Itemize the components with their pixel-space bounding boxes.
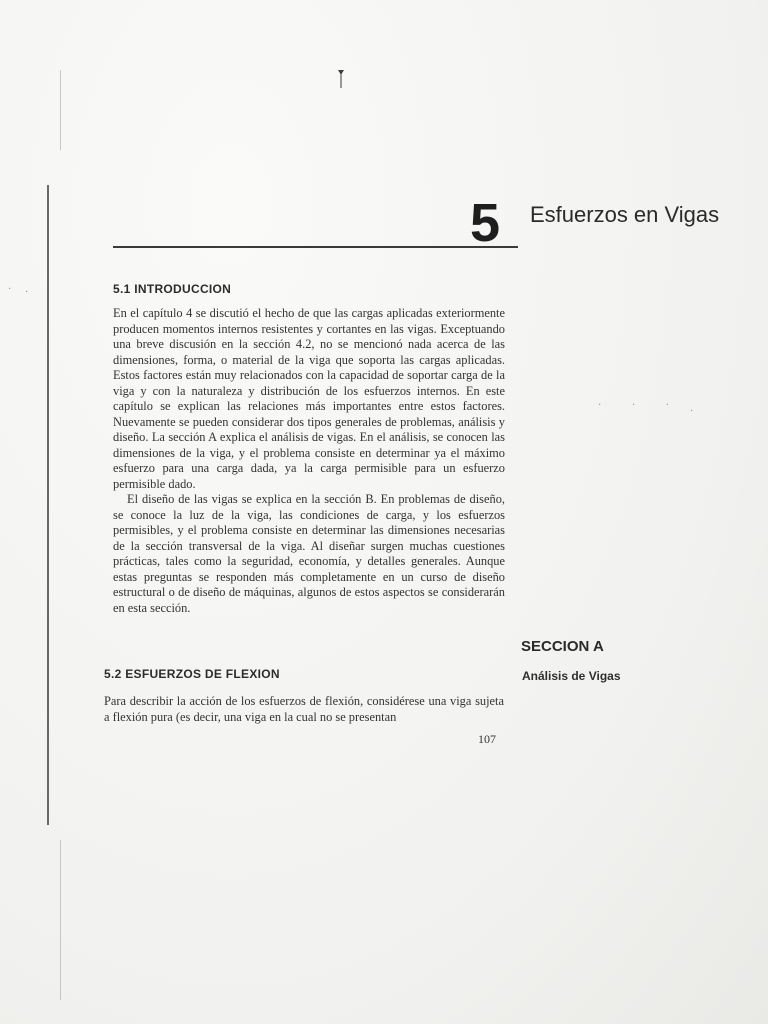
- section-body-esfuerzos-flexion: [104, 694, 504, 725]
- section-heading-introduccion: 5.1 INTRODUCCION: [113, 282, 232, 296]
- paragraph: En el capítulo 4 se discutió el hecho de que las cargas aplicadas exteriormente producen momentos internos resistentes y cortantes en las vigas. Exceptuando una breve discusión en la sección 4.2, no se mencionó nada acerca de las dimensiones, forma, o material de la viga que soporta las cargas aplicadas. Estos factores están muy relacionados con la capacidad de soportar carga de la viga y con la naturaleza y distribución de los esfuerzos internos. En este capítulo se explican las relaciones más importantes entre estos factores. Nuevamente se pueden considerar dos tipos generales de problemas, análisis y diseño. La sección A explica el análisis de vigas. En el análisis, se conocen las dimensiones de la viga, y el problema consiste en determinar ya el máximo esfuerzo para una carga dada, ya la carga permisible para un esfuerzo permisible dado.: [113, 306, 505, 491]
- scan-artifact-mark: [338, 70, 344, 88]
- scan-noise-dots: · · ·: [598, 400, 683, 411]
- paragraph: Para describir la acción de los esfuerzos de flexión, considérese una viga sujeta a flexión pura (es decir, una viga en la cual no se presentan: [104, 694, 504, 724]
- binding-edge-line: [47, 185, 49, 825]
- page-number: 107: [478, 732, 496, 746]
- chapter-rule: [113, 246, 518, 248]
- paragraph: El diseño de las vigas se explica en la sección B. En problemas de diseño, se conoce la luz de la viga, las condiciones de carga, y los esfuerzos permisibles, y el problema consiste en determinar las dimensiones necesarias de la sección transversal de la viga. Al diseñar surgen muchas cuestiones prácticas, tales como la seguridad, economía, y detalles generales. Aunque estas preguntas se responden más completamente en un curso de diseño estructural o de diseño de máquinas, algunos de estos aspectos se considerarán en esta sección.: [113, 492, 505, 615]
- section-heading-esfuerzos-flexion: 5.2 ESFUERZOS DE FLEXION: [104, 667, 280, 681]
- margin-scan-mark: [60, 840, 61, 1000]
- side-section-title: SECCION A: [521, 638, 604, 655]
- scan-noise-dots: ·.: [8, 284, 42, 295]
- chapter-title: Esfuerzos en Vigas: [530, 202, 720, 227]
- scan-noise-dots: ·: [690, 406, 708, 417]
- section-body-introduccion: [113, 306, 505, 616]
- margin-scan-mark: [60, 70, 61, 150]
- chapter-number: 5: [470, 193, 501, 253]
- side-section-subtitle: Análisis de Vigas: [522, 669, 621, 683]
